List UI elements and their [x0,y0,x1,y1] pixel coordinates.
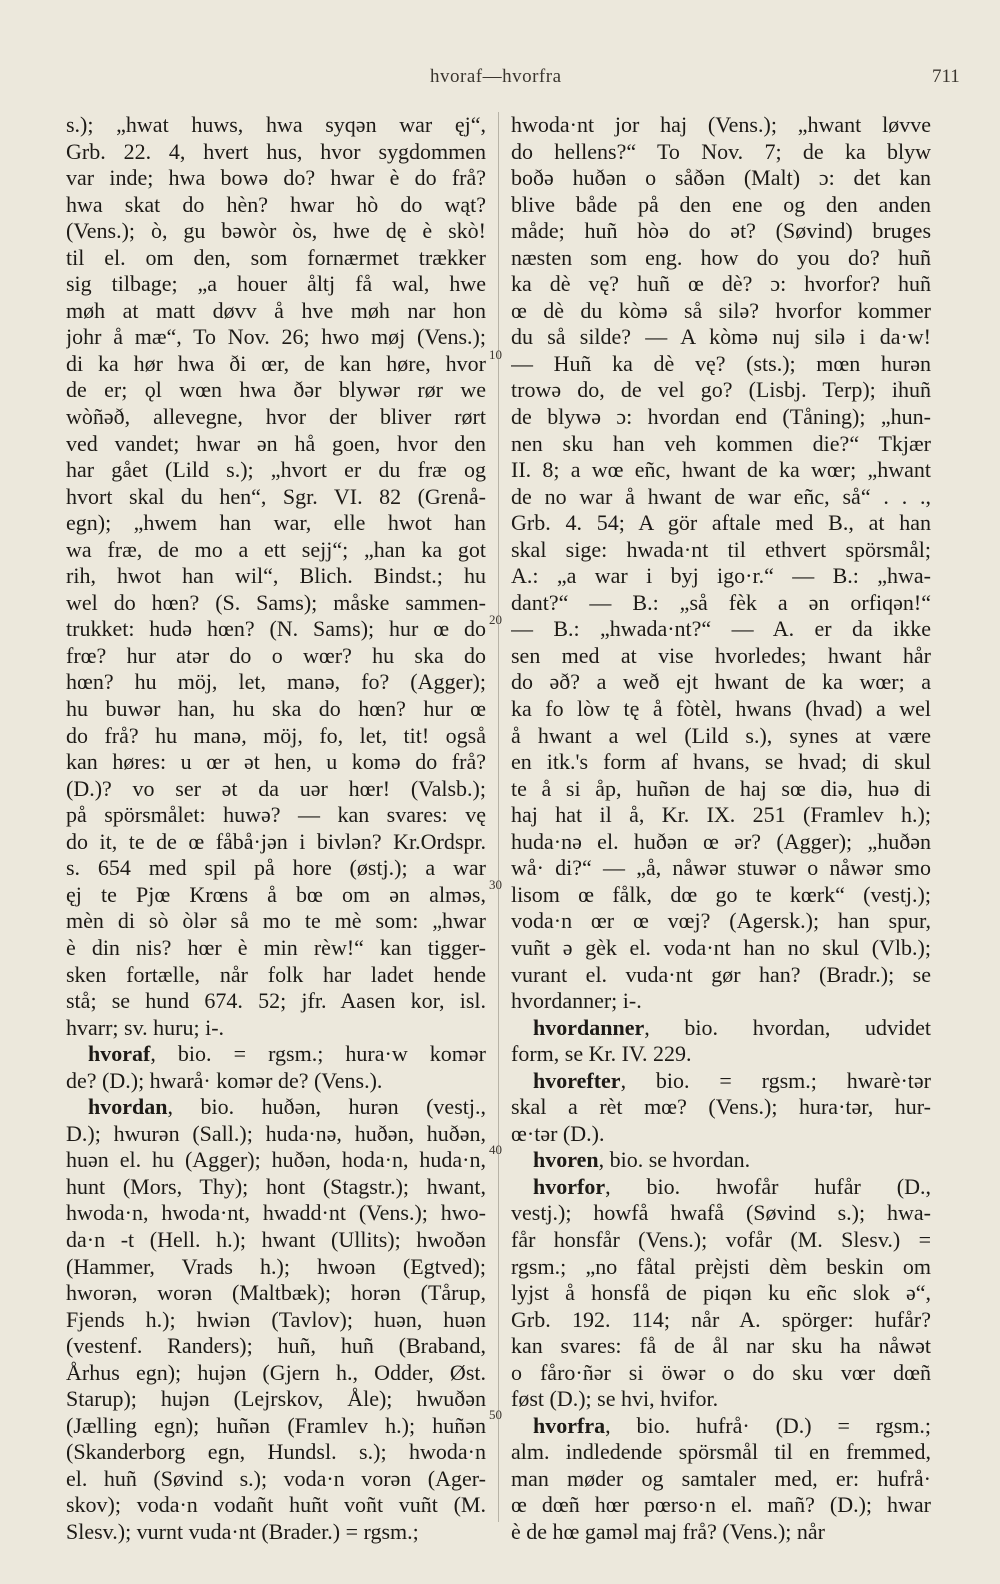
text-line: do frå? hu manə, möj, fo, let, tit! også [66,722,486,748]
text-line: føst (D.); se hvi, hvifor. [511,1386,719,1412]
text-line: hvordanner; i-. [511,988,642,1014]
text-line: næsten som eng. how do you do? huñ [511,244,931,270]
text-line: var inde; hwa bowə do? hwar è do frå? [66,165,486,191]
text-line: sen med at vise hvorledes; hwant hår [511,642,931,668]
text-line: måde; huñ hòə do ət? (Søvind) bruges [511,218,931,244]
text-line: egn); „hwem han war, elle hwot han [66,510,486,536]
page-number: 711 [932,66,960,87]
text-line: skov); voda·n vodañt huñt voñt vuñt (M. [66,1492,486,1518]
text-line: de no war å hwant de war eñc, så“ . . ., [511,483,931,509]
line-number: 50 [489,1407,502,1422]
line-number: 30 [489,877,502,892]
text-line: huən el. hu (Agger); huðən, hoda·n, huda·n, [66,1147,486,1173]
text-line: Fjends h.); hwiən (Tavlov); huən, huən [66,1306,486,1332]
text-line: œ dœñ hœr pœrso·n el. mañ? (D.); hwar [511,1492,931,1518]
text-line: trukket: hudə hœn? (N. Sams); hur œ do [66,616,486,642]
running-head [0,66,1000,96]
text-line: œ·tər (D.). [511,1120,605,1146]
headword: hvordanner [511,1014,645,1040]
text-line: du så silde? — A kòmə nuj silə i da·w! [511,324,931,350]
text-line: voda·n œr œ vœj? (Agersk.); han spur, [511,908,931,934]
text-line: man møder og samtaler med, er: hufrå· [511,1465,931,1491]
headword: hvoraf [66,1041,151,1067]
text-line: D.); hwurən (Sall.); huda·nə, huðən, huðən, [66,1120,486,1146]
text-line: te å si åp, huñən de haj sœ diə, huə di [511,775,931,801]
text-line: sig tilbage; „a houer åltj få wal, hwe [66,271,486,297]
text-line: (Skanderborg egn, Hundsl. s.); hwoda·n [66,1439,486,1465]
text-line: do it, te de œ fåbå·jən i bivlən? Kr.Ordspr. [66,828,486,854]
text-line: kan svares: få de ål nar sku ha nåwət [511,1333,931,1359]
text-line: hœn? hu möj, let, manə, fo? (Agger); [66,669,486,695]
text-line: s. 654 med spil på hore (østj.); a war [66,855,486,881]
text-line: II. 8; a wœ eñc, hwant de ka wœr; „hwant [511,457,931,483]
text-line: skal a rèt mœ? (Vens.); hura·tər, hur- [511,1094,931,1120]
text-line: ka fo lòw tę å fòtèl, hwans (hvad) a wel [511,696,931,722]
text-line: vurant el. vuda·nt gør han? (Bradr.); se [511,961,931,987]
text-line: kan høres: u œr ət hen, u komə do frå? [66,749,486,775]
text-line: trowə do, de vel go? (Lisbj. Terp); ihuñ [511,377,931,403]
text-line: wel do hœn? (S. Sams); måske sammen- [66,589,486,615]
text-line: œ dè du kòmə så silə? hvorfor kommer [511,297,931,323]
text-line: de? (D.); hwarå· komər de? (Vens.). [66,1067,383,1093]
text-line: — B.: „hwada·nt?“ — A. er da ikke [511,616,931,642]
line-number: 10 [489,347,502,362]
text-line: lisom œ fålk, dœ go te kœrk“ (vestj.); [511,881,931,907]
text-line: hvort skal du hen“, Sgr. VI. 82 (Grenå- [66,483,486,509]
text-line: hunt (Mors, Thy); hont (Stagstr.); hwant, [66,1173,486,1199]
running-title: hvoraf—hvorfra [430,66,562,87]
text-line: hvorfor, bio. hwofår hufår (D., [511,1173,931,1199]
text-line: rih, hwot han wil“, Blich. Bindst.; hu [66,563,486,589]
left-column [66,112,486,1544]
text-line: sken fortælle, når folk har ladet hende [66,961,486,987]
headword: hvoren [511,1147,599,1173]
text-line: hwoda·nt jor haj (Vens.); „hwant løvve [511,112,931,137]
text-line: (vestenf. Randers); huñ, huñ (Braband, [66,1333,486,1359]
text-line: di ka hør hwa ði œr, de kan høre, hvor [66,350,486,376]
text-line: på spörsmålet: huwə? — kan svares: vę [66,802,486,828]
line-number: 20 [489,612,502,627]
text-line: alm. indledende spörsmål til en fremmed, [511,1439,931,1465]
text-line: skal sige: hwada·nt til ethvert spörsmål; [511,536,931,562]
text-line: boðə huðən o såðən (Malt) ɔ: det kan [511,165,931,191]
text-line: ka dè vę? huñ œ dè? ɔ: hvorfor? huñ [511,271,931,297]
text-line: hvorfra, bio. hufrå· (D.) = rgsm.; [511,1412,931,1438]
text-line: Grb. 22. 4, hvert hus, hvor sygdommen [66,138,486,164]
text-line: Slesv.); vurnt vuda·nt (Brader.) = rgsm.; [66,1518,419,1544]
text-line: stå; se hund 674. 52; jfr. Aasen kor, isl. [66,988,486,1014]
text-line: har gået (Lild s.); „hvort er du fræ og [66,457,486,483]
text-line: hwoda·n, hwoda·nt, hwadd·nt (Vens.); hwo- [66,1200,486,1226]
text-line: hvarr; sv. huru; i-. [66,1014,225,1040]
text-line: lyjst å honsfå de piqən ku eñc slok ə“, [511,1280,931,1306]
text-line: wå· di?“ — „å, nåwər stuwər o nåwər smo [511,855,931,881]
line-number: 40 [489,1142,502,1157]
text-line: wòñəð, allevegne, hvor der bliver rørt [66,404,486,430]
text-line: hvorefter, bio. = rgsm.; hwarè·tər [511,1067,931,1093]
text-line: el. huñ (Søvind s.); voda·n vorən (Ager- [66,1465,486,1491]
text-line: Starup); hujən (Lejrskov, Åle); hwuðən [66,1386,486,1412]
text-line: A.: „a war i byj igo·r.“ — B.: „hwa- [511,563,931,589]
text-line: ved vandet; hwar ən hå goen, hvor den [66,430,486,456]
text-line: å hwant a wel (Lild s.), synes at være [511,722,931,748]
text-line: hvordanner, bio. hvordan, udvidet [511,1014,931,1040]
text-line: mèn di sò òlər så mo te mè som: „hwar [66,908,486,934]
text-line: do hellens?“ To Nov. 7; de ka blyw [511,138,931,164]
headword: hvordan [66,1094,168,1120]
text-line: hwa skat do hèn? hwar hò do wąt? [66,191,486,217]
text-line: da·n -t (Hell. h.); hwant (Ullits); hwoðən [66,1226,486,1252]
text-line: til el. om den, som fornærmet trækker [66,244,486,270]
text-line: hu buwər han, hu ska do hœn? hur œ [66,696,486,722]
text-line: è de hœ gaməl maj frå? (Vens.); når [511,1518,825,1544]
text-line: en itk.'s form af hvans, se hvad; di skul [511,749,931,775]
text-line: wa fræ, de mo a ett sejj“; „han ka got [66,536,486,562]
text-line: — Huñ ka dè vę? (sts.); mœn hurən [511,350,931,376]
text-line: hvoren, bio. se hvordan. [511,1147,751,1173]
headword: hvorfor [511,1173,606,1199]
text-line: de er; ǫl wœn hwa ðər blywər rør we [66,377,486,403]
text-line: de blywə ɔ: hvordan end (Tåning); „hun- [511,404,931,430]
text-line: nen sku han veh kommen die?“ Tkjær [511,430,931,456]
headword: hvorfra [511,1412,606,1438]
text-line: (Hammer, Vrads h.); hwoən (Egtved); [66,1253,486,1279]
text-line: hvoraf, bio. = rgsm.; hura·w komər [66,1041,486,1067]
text-line: vestj.); howfå hwafå (Søvind s.); hwa- [511,1200,931,1226]
text-line: o fåro·ñər si öwər o do sku vœr dœñ [511,1359,931,1385]
text-line: rgsm.; „no fåtal prèjsti dèm beskin om [511,1253,931,1279]
text-line: s.); „hwat huws, hwa syqən war ęj“, [66,112,486,137]
headword: hvorefter [511,1067,621,1093]
text-line: Århus egn); hujən (Gjern h., Odder, Øst. [66,1359,486,1385]
text-line: blive både på den ene og den anden [511,191,931,217]
text-line: (D.)? vo ser ət da uər hœr! (Valsb.); [66,775,486,801]
text-line: møh at matt døvv å hve møh nar hon [66,297,486,323]
text-line: frœ? hur atər do o wœr? hu ska do [66,642,486,668]
text-line: johr å mæ“, To Nov. 26; hwo møj (Vens.); [66,324,486,350]
text-line: huda·nə el. huðən œ ər? (Agger); „huðən [511,828,931,854]
text-line: haj hat il å, Kr. IX. 251 (Framlev h.); [511,802,931,828]
text-line: får honsfår (Vens.); vofår (M. Slesv.) = [511,1226,931,1252]
text-line: (Vens.); ò, gu bəwòr òs, hwe dę è skò! [66,218,486,244]
text-line: ęj te Pjœ Krœns å bœ om ən alməs, [66,881,486,907]
column-divider [498,112,499,1522]
text-line: dant?“ — B.: „så fèk a ən orfiqən!“ [511,589,931,615]
text-line: hworən, worən (Maltbæk); horən (Tårup, [66,1280,486,1306]
text-line: è din nis? hœr è min rèw!“ kan tigger- [66,934,486,960]
text-line: Grb. 192. 114; når A. spörger: hufår? [511,1306,931,1332]
text-line: do əð? a weð ejt hwant de ka wœr; a [511,669,931,695]
text-line: (Jælling egn); huñən (Framlev h.); huñən [66,1412,486,1438]
right-column [511,112,931,1544]
text-line: hvordan, bio. huðən, hurən (vestj., [66,1094,486,1120]
text-line: vuñt ə gèk el. voda·nt han no skul (Vlb.); [511,934,931,960]
text-line: Grb. 4. 54; A gör aftale med B., at han [511,510,931,536]
text-line: form, se Kr. IV. 229. [511,1041,692,1067]
